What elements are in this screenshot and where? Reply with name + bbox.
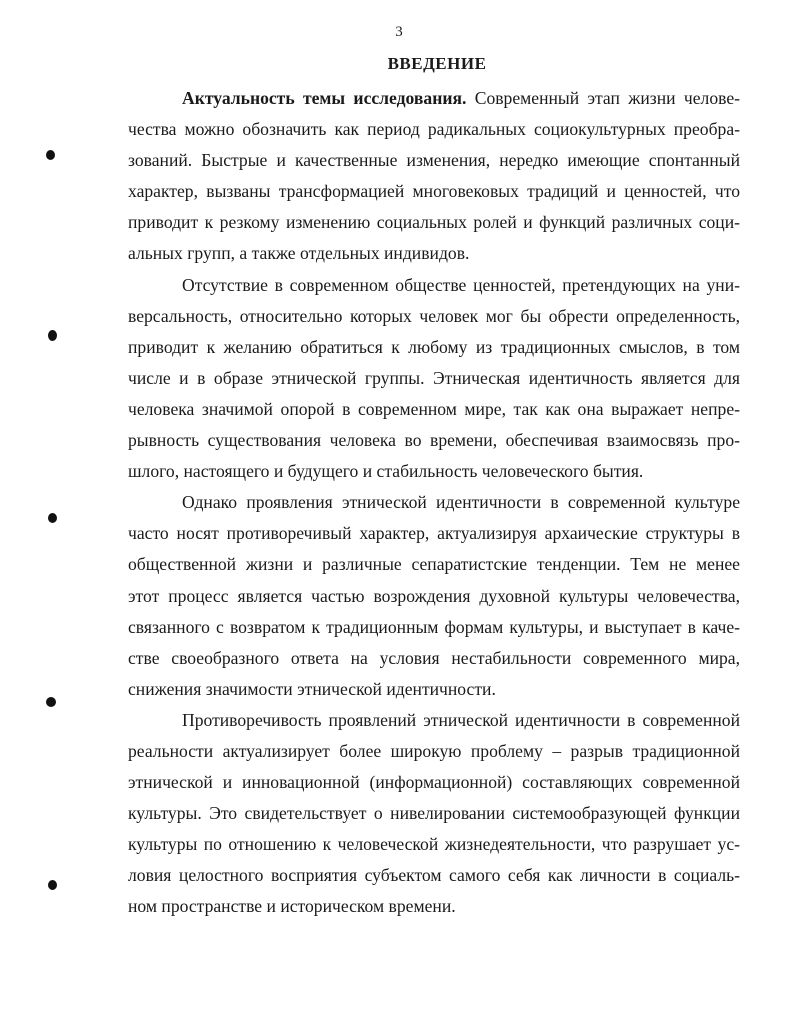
text-line: связанного с возвратом к традиционным формам культуры, и выступает в каче-	[128, 616, 740, 637]
punch-hole-mark	[46, 150, 55, 160]
text-line: Противоречивость проявлений этнической идентичности в современной	[182, 709, 740, 730]
text-line: Однако проявления этнической идентичности в современной культуре	[182, 492, 740, 513]
text-line: шлого, настоящего и будущего и стабильность человеческого бытия.	[128, 461, 644, 482]
paragraph	[128, 487, 740, 705]
paragraph	[128, 83, 740, 270]
document-body	[128, 83, 740, 923]
text-line: реальности актуализирует более широкую проблему – разрыв традиционной	[128, 740, 740, 761]
text-line: Отсутствие в современном обществе ценностей, претендующих на уни-	[182, 274, 740, 295]
text-line: ном пространстве и историческом времени.	[128, 896, 456, 917]
page-number: 3	[395, 24, 403, 40]
text-line: культуры. Это свидетельствует о нивелировании системообразующей функции	[128, 803, 740, 824]
text-line: культуры по отношению к человеческой жизнедеятельности, что разрушает ус-	[128, 834, 740, 855]
text-line: человека значимой опорой в современном мире, так как она выражает непре-	[128, 398, 740, 419]
text-line: этот процесс является частью возрождения духовной культуры человечества,	[128, 585, 740, 606]
text-line: чества можно обозначить как период радикальных социокультурных преобра-	[128, 119, 740, 140]
section-heading: ВВЕДЕНИЕ	[387, 54, 487, 73]
paragraph	[128, 270, 740, 488]
paragraph	[128, 705, 740, 923]
text-line: общественной жизни и различные сепаратистские тенденции. Тем не менее	[128, 554, 740, 575]
punch-hole-mark	[48, 513, 57, 523]
text-line: этнической и инновационной (информационной) составляющих современной	[128, 772, 740, 793]
punch-hole-mark	[46, 697, 56, 707]
text-line: числе и в образе этнической группы. Этническая идентичность является для	[128, 367, 740, 388]
text-line: стве своеобразного ответа на условия нестабильности современного мира,	[128, 647, 740, 668]
text-line: Актуальность темы исследования. Современный этап жизни челове-	[182, 88, 740, 108]
text-line: приводит к желанию обратиться к любому из традиционных смыслов, в том	[128, 336, 740, 357]
text-line: снижения значимости этнической идентичности.	[128, 678, 496, 699]
punch-hole-mark	[48, 330, 57, 341]
punch-hole-mark	[48, 880, 57, 890]
text-line: рывность существования человека во времени, обеспечивая взаимосвязь про-	[128, 430, 740, 451]
text-line: версальность, относительно которых человек мог бы обрести определенность,	[128, 305, 740, 326]
text-line: часто носят противоречивый характер, актуализируя архаические структуры в	[128, 523, 740, 544]
text-line: альных групп, а также отдельных индивидов.	[128, 243, 470, 264]
text-line: приводит к резкому изменению социальных ролей и функций различных соци-	[128, 212, 740, 233]
lead-phrase: Актуальность темы исследования.	[182, 88, 467, 108]
text-line: характер, вызваны трансформацией многовековых традиций и ценностей, что	[128, 181, 740, 202]
text-line: зований. Быстрые и качественные изменения, нередко имеющие спонтанный	[128, 150, 740, 171]
text-line: ловия целостного восприятия субъектом самого себя как личности в социаль-	[128, 865, 740, 886]
